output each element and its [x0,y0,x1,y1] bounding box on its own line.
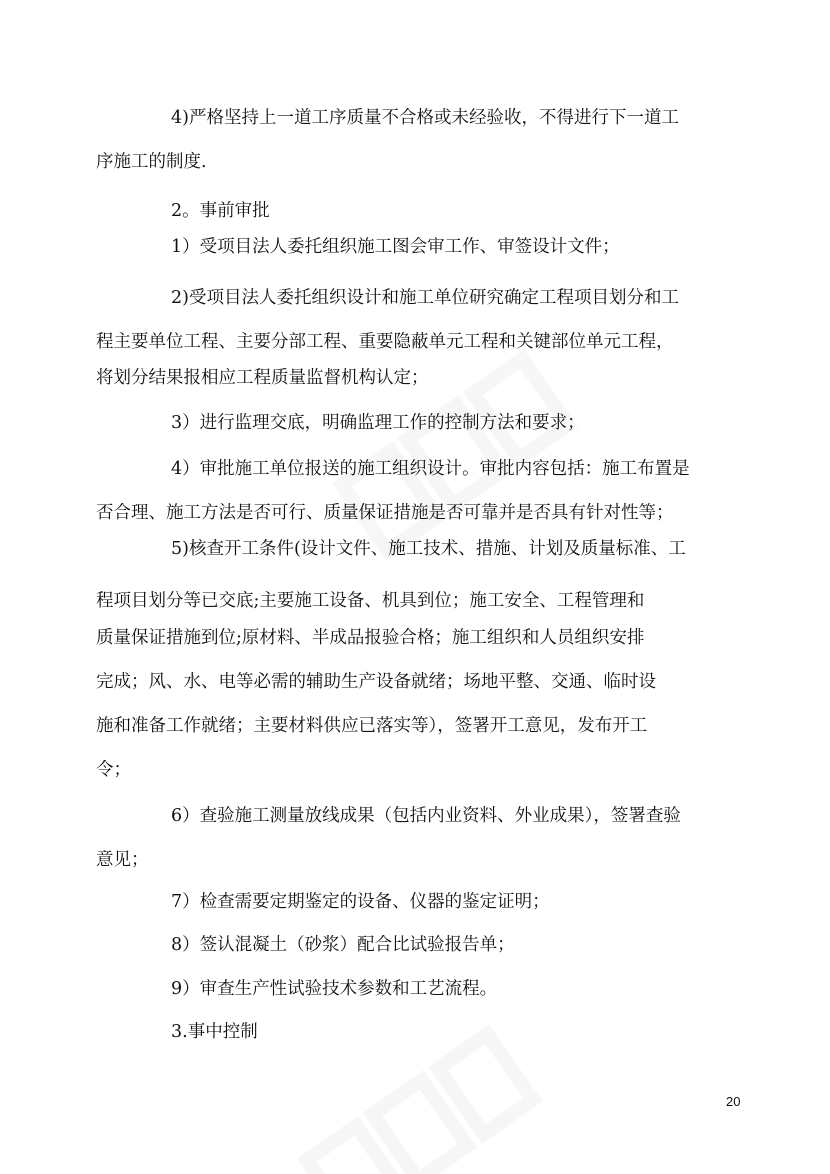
paragraph-line: 序施工的制度. [96,152,207,172]
paragraph-line: 4）审批施工单位报送的施工组织设计。审批内容包括：施工布置是 [171,459,690,479]
paragraph-line: 8）签认混凝土（砂浆）配合比试验报告单； [171,935,515,955]
paragraph-line: 程主要单位工程、主要分部工程、重要隐蔽单元工程和关键部位单元工程， [96,332,674,352]
paragraph-line: 3）进行监理交底，明确监理工作的控制方法和要求； [171,413,585,433]
paragraph-line: 质量保证措施到位;原材料、半成品报验合格；施工组织和人员组织安排 [96,628,645,648]
paragraph-line: 程项目划分等已交底;主要施工设备、机具到位；施工安全、工程管理和 [96,591,645,611]
paragraph-line: 令； [96,760,131,780]
paragraph-line: 2)受项目法人委托组织设计和施工单位研究确定工程项目划分和工 [171,288,679,308]
paragraph-line: 完成；风、水、电等必需的辅助生产设备就绪；场地平整、交通、临时设 [96,672,656,692]
paragraph-line: 5)核查开工条件(设计文件、施工技术、措施、计划及质量标准、工 [171,539,686,559]
paragraph-line: 7）检查需要定期鉴定的设备、仪器的鉴定证明； [171,892,550,912]
paragraph-line: 否合理、施工方法是否可行、质量保证措施是否可靠并是否具有针对性等； [96,503,674,523]
paragraph-line: 9）审查生产性试验技术参数和工艺流程。 [171,979,498,999]
section-heading: 3.事中控制 [171,1022,258,1042]
paragraph-line: 4)严格坚持上一道工序质量不合格或未经验收，不得进行下一道工 [171,108,679,128]
paragraph-line: 施和准备工作就绪；主要材料供应已落实等），签署开工意见，发布开工 [96,716,648,736]
section-heading: 2。事前审批 [171,201,270,221]
paragraph-line: 意见； [96,850,149,870]
paragraph-line: 6）查验施工测量放线成果（包括内业资料、外业成果），签署查验 [171,806,681,826]
page-number: 20 [726,1094,741,1109]
paragraph-line: 将划分结果报相应工程质量监督机构认定； [96,368,429,388]
paragraph-line: 1）受项目法人委托组织施工图会审工作、审签设计文件； [171,237,620,257]
